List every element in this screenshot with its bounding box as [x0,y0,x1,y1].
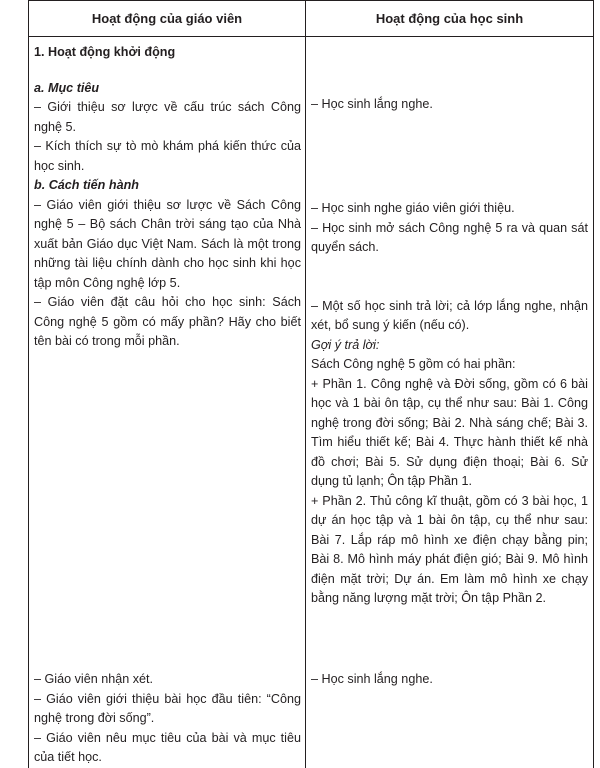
teacher-question: – Giáo viên đặt câu hỏi cho học sinh: Sách Công nghệ 5 gồm có mấy phần? Hãy cho biết tên bài có trong mỗi phần. [34,295,301,348]
section-title: 1. Hoạt động khởi động [34,45,176,59]
student-answer: – Một số học sinh trả lời; cả lớp lắng nghe, nhận xét, bổ sung ý kiến (nếu có). [311,298,588,332]
objective-item-1: – Giới thiệu sơ lược về cấu trúc sách Công nghệ 5. [34,100,301,134]
objective-item-2: – Kích thích sự tò mò khám phá kiến thức của học sinh. [34,139,301,173]
hint-label: Gợi ý trả lời: [311,337,380,352]
student-intro-2: – Học sinh mở sách Công nghệ 5 ra và quan sát quyển sách. [311,220,588,254]
hint-line-2: + Phần 1. Công nghệ và Đời sống, gồm có 6 bài học và 1 bài ôn tập, cụ thể như sau: Bài 1. Công nghệ trong đời sống; Bài 2. Nhà sáng chế; Bài 3. Tìm hiểu thiết kế; Bài 4. Thực hành thiết kế nhà đồ chơi; Bài 5. Sử dụng điện thoại; Bài 6. Sử dụng tủ lạnh; Ôn tập Phần 1. [311,376,588,488]
teacher-end-3: – Giáo viên nêu mục tiêu của bài và mục tiêu của tiết học. [34,730,301,764]
student-column [311,199,588,609]
hint-line-1: Sách Công nghệ 5 gồm có hai phần: [311,357,516,371]
objective-title: a. Mục tiêu [34,80,100,95]
student-objective [311,95,588,115]
procedure-title: b. Cách tiến hành [34,178,139,192]
lesson-table [28,0,594,768]
teacher-end-1: – Giáo viên nhận xét. [34,672,154,686]
student-intro-1: – Học sinh nghe giáo viên giới thiệu. [311,201,515,215]
header-bottom-border [29,36,593,37]
header-student: Hoạt động của học sinh [375,10,524,26]
header-teacher: Hoạt động của giáo viên [91,10,243,26]
teacher-end-block [34,670,301,768]
student-objective-text: – Học sinh lắng nghe. [311,97,433,111]
teacher-end-2: – Giáo viên giới thiệu bài học đầu tiên: “Công nghệ trong đời sống”. [34,691,301,725]
teacher-column [34,43,301,352]
student-end-block [311,670,588,690]
teacher-intro: – Giáo viên giới thiệu sơ lược về Sách Công nghệ 5 – Bộ sách Chân trời sáng tạo của Nhà xuất bản Giáo dục Việt Nam. Sách là một trong những tài liệu chính dành cho học sinh khi học tập môn Công nghệ lớp 5. [34,197,301,290]
hint-line-3: + Phần 2. Thủ công kĩ thuật, gồm có 3 bài học, 1 dự án học tập và 1 bài ôn tập, cụ thể như sau: Bài 7. Lắp ráp mô hình xe điện chạy bằng pin; Bài 8. Mô hình máy phát điện gió; Bài 9. Mô hình điện mặt trời; Dự án. Em làm mô hình xe chạy bằng năng lượng mặt trời; Ôn tập Phần 2. [311,493,588,605]
student-end: – Học sinh lắng nghe. [311,672,433,686]
column-divider [305,0,306,768]
